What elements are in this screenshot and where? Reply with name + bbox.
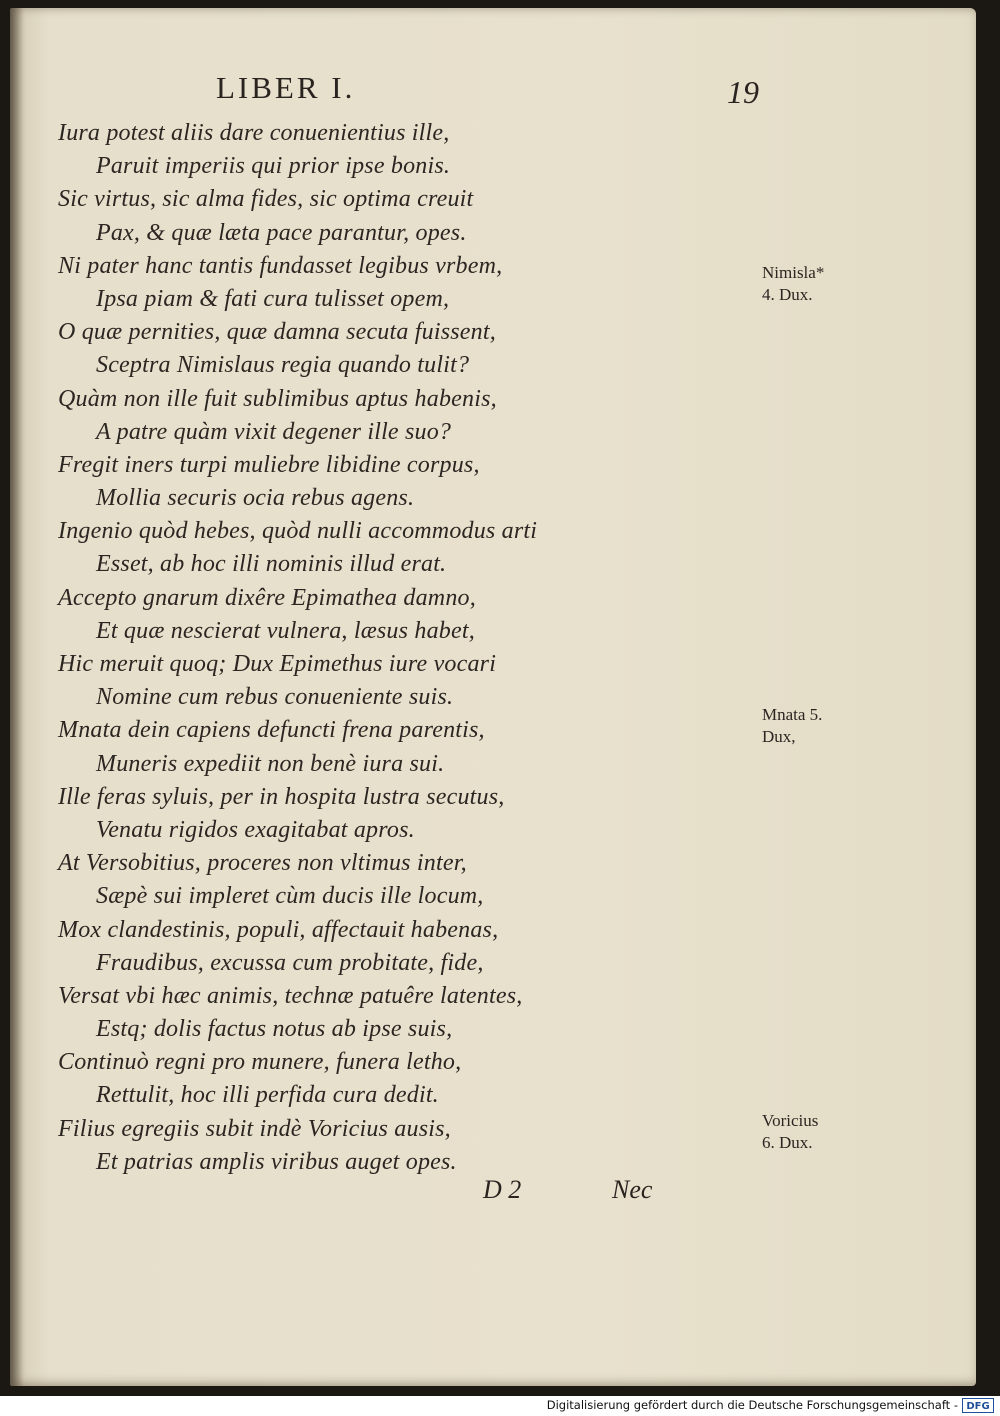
digitization-credit: Digitalisierung gefördert durch die Deutsche Forschungsgemeinschaft - (546, 1398, 958, 1412)
verse-line: Mnata dein capiens defuncti frena parentis, (58, 717, 485, 744)
running-title: LIBER I. (216, 70, 356, 105)
catchword: Nec (612, 1175, 653, 1204)
verse-line: Sæpè sui impleret cùm ducis ille locum, (96, 883, 484, 910)
verse-line: Venatu rigidos exagitabat apros. (96, 816, 415, 843)
signature-mark: D 2 (483, 1175, 522, 1204)
verse-line: Sceptra Nimislaus regia quando tulit? (96, 352, 470, 379)
marginal-note: Nimisla* 4. Dux. (762, 263, 825, 304)
verse-line: Mollia securis ocia rebus agens. (96, 485, 415, 512)
dfg-logo: DFG (962, 1398, 994, 1413)
page-number: 19 (727, 74, 759, 110)
verse-line: Iura potest aliis dare conuenientius ille, (58, 120, 450, 146)
verse-line: Fraudibus, excussa cum probitate, fide, (96, 949, 484, 976)
verse-line: Ingenio quòd hebes, quòd nulli accommodus arti (58, 518, 538, 545)
page-gutter-shadow (10, 8, 24, 1386)
verse-line: Esset, ab hoc illi nominis illud erat. (96, 551, 447, 578)
verse-line: Sic virtus, sic alma fides, sic optima creuit (58, 186, 474, 213)
verse-line: Hic meruit quoq; Dux Epimethus iure vocari (58, 651, 497, 677)
verse-line: Versat vbi hæc animis, technæ patuêre latentes, (58, 982, 523, 1009)
verse-line: Accepto gnarum dixêre Epimathea damno, (58, 584, 476, 611)
verse-line: Et quæ nescierat vulnera, læsus habet, (96, 617, 475, 644)
verse-line: Et patrias amplis viribus auget opes. (96, 1148, 457, 1175)
verse-line: Fregit iners turpi muliebre libidine corpus, (58, 451, 480, 478)
verse-line: Rettulit, hoc illi perfida cura dedit. (96, 1082, 439, 1109)
verse-line: Continuò regni pro munere, funera letho, (58, 1049, 462, 1076)
verse-line: Ipsa piam & fati cura tulisset opem, (96, 285, 450, 312)
verse-line: Ni pater hanc tantis fundasset legibus vrbem, (58, 252, 503, 279)
verse-line: At Versobitius, proceres non vltimus inter, (58, 850, 467, 877)
verse-line: Nomine cum rebus conueniente suis. (96, 684, 454, 711)
verse-line: Estq; dolis factus notus ab ipse suis, (96, 1016, 453, 1043)
verse-line: Pax, & quæ læta pace parantur, opes. (96, 219, 467, 246)
verse-line: Mox clandestinis, populi, affectauit habenas, (58, 916, 499, 943)
verse-line: O quæ pernities, quæ damna secuta fuissent, (58, 319, 496, 346)
verse-line: Muneris expediit non benè iura sui. (96, 750, 445, 777)
verse-line: Paruit imperiis qui prior ipse bonis. (96, 153, 451, 180)
verse-block (58, 117, 718, 1179)
verse-line: Ille feras syluis, per in hospita lustra secutus, (58, 783, 505, 810)
verse-line: Quàm non ille fuit sublimibus aptus habenis, (58, 385, 497, 412)
marginal-note: Voricius 6. Dux. (762, 1111, 819, 1152)
marginal-note: Mnata 5. Dux, (762, 705, 823, 746)
verse-line: Filius egregiis subit indè Voricius ausis, (58, 1115, 451, 1142)
verse-line: A patre quàm vixit degener ille suo? (96, 418, 452, 445)
